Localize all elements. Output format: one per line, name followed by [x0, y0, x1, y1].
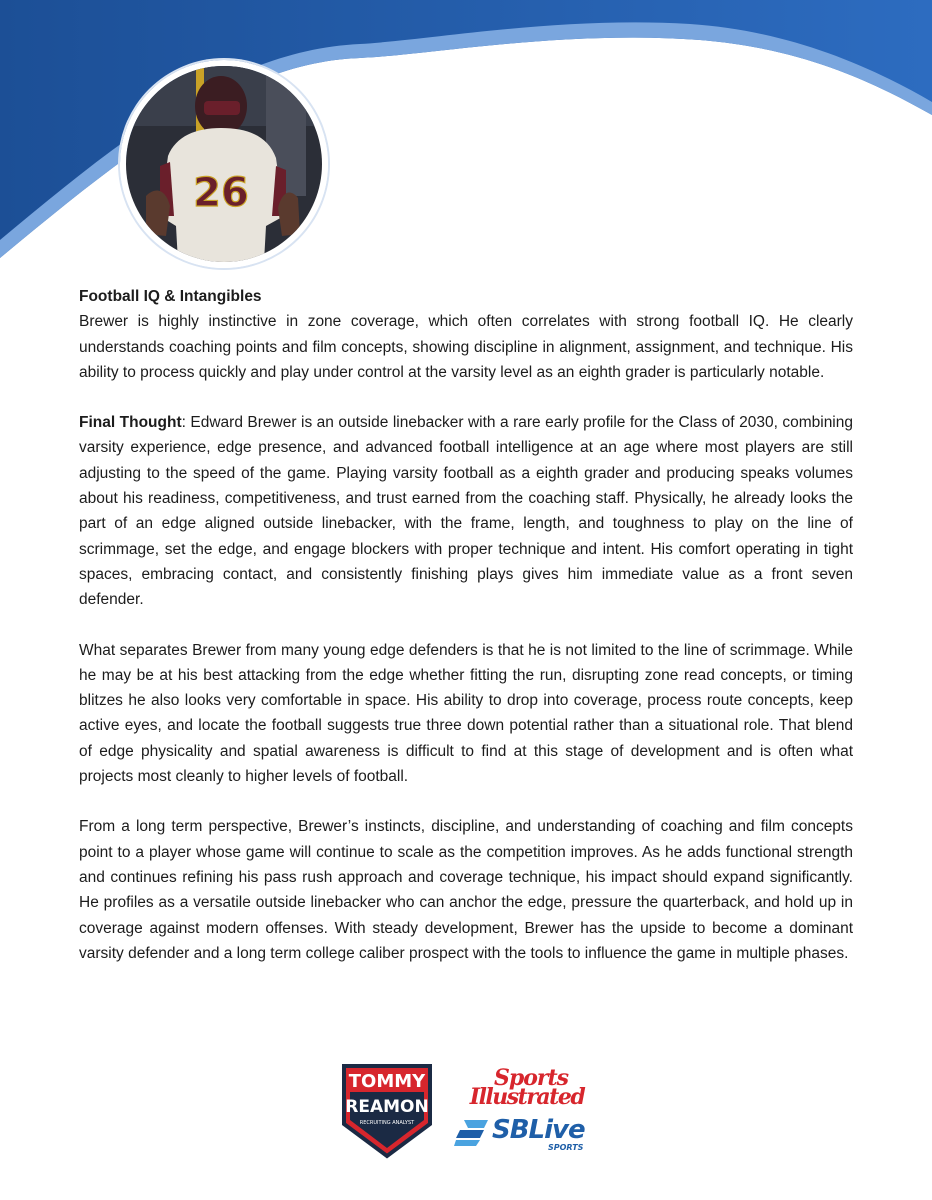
sblive-name: SBLive — [492, 1115, 585, 1145]
player-illustration — [126, 66, 322, 262]
si-logo-line2: Illustrated — [469, 1084, 585, 1110]
section-text: : Edward Brewer is an outside linebacker with a rare early profile for the Class of 2030, combining varsity experience, edge presence, and advanced football intelligence at an age where most players are still adjusting to the speed of the game. Playing varsity football as a eighth grader and producing speaks volumes about his readiness, competitiveness, and trust earned from the coaching staff. Physically, he already looks the part of an edge aligned outside linebacker, with the frame, length, and toughness to play on the line of scrimmage, set the edge, and engage blockers with proper technique and intent. His comfort operating in tight spaces, embracing contact, and consistently finishing plays gives him immediate value as a front seven defender. — [79, 414, 853, 609]
report-body — [79, 284, 853, 991]
jersey-number: 26 — [193, 170, 249, 216]
section-final-thought — [79, 410, 853, 612]
section-edge-versatility — [79, 638, 853, 790]
sblive-s-icon — [454, 1118, 490, 1146]
sblive-logo — [454, 1114, 604, 1154]
sblive-sub: SPORTS — [548, 1143, 584, 1152]
section-heading: Football IQ & Intangibles — [79, 288, 262, 305]
player-photo — [120, 60, 328, 268]
section-heading: Final Thought — [79, 414, 182, 432]
tommy-reamon-logo — [336, 1062, 438, 1160]
section-text: From a long term perspective, Brewer’s instincts, discipline, and understanding of coaching and film concepts point to a player whose game will continue to scale as the competition improves. As he adds functional strength and continues refining his pass rush approach and coverage technique, his impact should expand significantly. He profiles as a versatile outside linebacker who can anchor the edge, pressure the quarterback, and hold up in coverage against modern offenses. With steady development, Brewer has the upside to become a dominant varsity defender and a long term college caliber prospect with the tools to influence the game in multiple phases. — [79, 818, 853, 962]
section-text: Brewer is highly instinctive in zone coverage, which often correlates with strong football IQ. He clearly understands coaching points and film concepts, showing discipline in alignment, assignment, and technique. His ability to process quickly and play under control at the varsity level as an eighth grader is particularly notable. — [79, 313, 853, 381]
section-football-iq — [79, 284, 853, 385]
section-text: What separates Brewer from many young edge defenders is that he is not limited to the line of scrimmage. While he may be at his best attacking from the edge whether fitting the run, disrupting zone read concepts, or timing blitzes he also looks very comfortable in space. His ability to drop into coverage, process route concepts, keep active eyes, and locate the football suggests true three down potential rather than a situational role. That blend of edge physicality and spatial awareness is difficult to find at this stage of development and is often what projects most cleanly to higher levels of football. — [79, 641, 853, 786]
logo-tagline: RECRUITING ANALYST — [359, 1120, 415, 1126]
si-logo-line1: Sports — [493, 1065, 569, 1091]
footer-logos — [336, 1062, 606, 1162]
section-long-term — [79, 814, 853, 966]
logo-line2: REAMON — [345, 1097, 429, 1117]
logo-line1: TOMMY — [348, 1071, 426, 1092]
